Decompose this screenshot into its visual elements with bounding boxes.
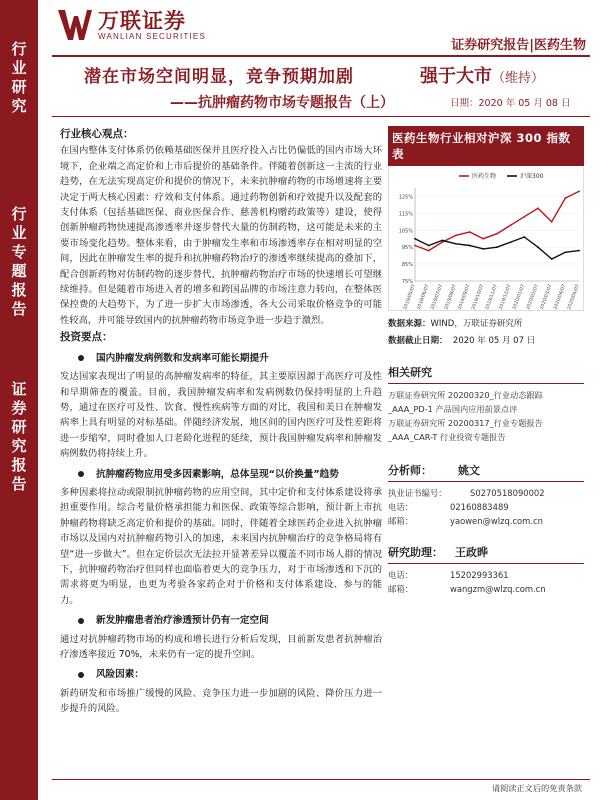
analyst-divider (388, 481, 584, 482)
investment-points-heading: 投资要点： (60, 331, 113, 344)
core-view-paragraph: 在国内整体支付体系仍依赖基础医保并且医疗投入占比仍偏低的国内市场大环境下，企业端之高定价和上市后提价的基础条件。伴随着创新这一主流的行业趋势，在无法实现高定价和提价的情况下，未来抗肿瘤药物的市场增速将主要决定于两大核心因素：疗效和支付体系。通过药物创新和疗效提升以及配套的支付体系（包括基础医保、商业医保合作、慈善机构赠药政策等）建设，使得创新肿瘤药物快速提高渗透率并逐步替代大量的仿制药物，这可能是未来的主要市场变化趋势。整体来看，由于肿瘤发生率和市场渗透率存在相对明显的空间，因此在肿瘤发生率的提升和抗肿瘤药物治疗的渗透率继续提高的叠加下，配合创新药物对仿制药物的逐步替代，抗肿瘤药物治疗市场的快速增长可望继续维持。但是随着市场进入者的增多和跨国品牌的市场注意力转向，在整体医保控费的大趋势下，为了进一步扩大市场渗透，各大公司采取价格竞争的可能性较高，并可能导致国内的抗肿瘤药物市场竞争进一步趋于激烈。 (60, 145, 382, 326)
data-point (414, 238, 416, 240)
logo-w-icon (58, 10, 92, 40)
data-source: 数据来源：WIND，万联证券研究所 (388, 319, 523, 329)
logo-chinese-name: 万联证券 (98, 8, 186, 33)
data-point (455, 243, 457, 245)
company-logo (58, 8, 206, 42)
legend-label: 医药生物 (472, 173, 497, 180)
analyst-name: 姚文 (458, 464, 480, 477)
disclaimer-note: 请阅读正文后的免责条款 (491, 783, 582, 793)
data-point (414, 245, 416, 247)
data-point (469, 231, 471, 233)
data-point (482, 248, 484, 250)
right-column (388, 126, 584, 596)
analyst-block (388, 462, 584, 528)
side-label-securities-report: 证 券 研 究 报 告 (11, 380, 27, 493)
analyst-email: 邮箱： yaowen@wlzq.com.cn (388, 516, 543, 526)
bullet-paragraph: 新药研发和市场推广缓慢的风险、竞争压力进一步加剧的风险、降价压力进一步提升的风险。 (60, 687, 382, 715)
y-tick-label: 95% (401, 245, 413, 252)
bullet-heading: 国内肿瘤发病例数和发病率可能长期提升 (60, 351, 382, 366)
y-tick-label: 115% (398, 211, 413, 218)
x-tick-label: 2019/06/07 (416, 283, 431, 311)
assistant-phone: 电话： 15202993361 (388, 570, 509, 580)
rating-note: （维持） (492, 71, 545, 86)
rating (420, 62, 544, 88)
data-point (523, 236, 525, 238)
analyst-cert: 执业证书编号： S0270518090002 (388, 488, 545, 498)
data-point (564, 197, 566, 199)
chart-title: 医药生物行业相对沪深 300 指数表 (388, 126, 584, 166)
chart-svg (389, 166, 585, 311)
footer-divider (52, 779, 590, 780)
x-tick-label: 2019/12/07 (498, 283, 513, 311)
x-tick-label: 2020/05/07 (567, 283, 581, 311)
report-subtitle: ——抗肿瘤药物市场专题报告（上） (170, 95, 394, 111)
assistant-label: 研究助理： (388, 546, 443, 559)
bullet-paragraph: 多种因素将拉动或限制抗肿瘤药物的应用空间，其中定价和支付体系建设将承担重要作用。综合考量价格承担能力和医保、政策等综合影响，预计新上市抗肿瘤药物将缺乏高定价和提价的基础。同时，伴随着全球医药企业进入抗肿瘤市场以及国内对抗肿瘤药物引入的加速，未来国内抗肿瘤治疗的竞争格局将有望“进一步做大”。但在定价层次无法拉开显著差异以覆盖不同市场人群的情况下，抗肿瘤药物治疗但同样也面临着更大的竞争压力，对于市场渗透和下沉的需求将更为明显，也更为考验各家药企对于价格和支付体系建设、参与的能力。 (60, 486, 382, 606)
analyst-phone: 电话： 02160883489 (388, 502, 509, 512)
relative-performance-chart (388, 166, 584, 311)
related-item: _AAA_CAR-T 行业投资专题报告 (388, 432, 506, 442)
bullet-dot-icon (78, 672, 84, 678)
related-item: _AAA_PD-1 产品国内应用前景点评 (388, 404, 518, 414)
header-divider (52, 55, 590, 57)
y-tick-label: 125% (398, 194, 413, 201)
assistant-divider (388, 563, 584, 564)
core-view-heading: 行业核心观点： (60, 128, 134, 140)
x-tick-label: 2019/08/07 (444, 283, 458, 311)
title-divider (52, 116, 590, 117)
x-tick-label: 2020/04/07 (553, 283, 568, 311)
related-divider (388, 383, 584, 384)
data-point (482, 238, 484, 240)
report-title: 潜在市场空间明显，竞争预期加剧 (84, 67, 354, 87)
data-point (510, 224, 512, 226)
bullet-dot-icon (78, 618, 84, 624)
x-tick-label: 2019/09/07 (457, 283, 472, 311)
side-label-industry-research: 行 业 研 究 (11, 40, 27, 115)
x-tick-label: 2019/07/07 (430, 283, 445, 311)
data-point (578, 250, 580, 252)
data-point (469, 245, 471, 247)
rating-value: 强于大市 (420, 66, 492, 87)
data-point (523, 216, 525, 218)
y-tick-label: 105% (398, 228, 413, 235)
document-type: 证券研究报告|医药生物 (451, 38, 586, 53)
side-bar (0, 0, 38, 800)
data-cutoff: 数据截止日期： 2020 年 05 月 07 日 (388, 336, 536, 346)
data-point (496, 233, 498, 235)
y-tick-label: 85% (401, 262, 413, 269)
side-label-special-report: 行 业 专 题 报 告 (11, 205, 27, 318)
bullet-heading: 抗肿瘤药物应用受多因素影响，总体呈现“以价换量”趋势 (60, 467, 382, 482)
analyst-label: 分析师： (388, 464, 432, 477)
assistant-email: 邮箱： wangzm@wlzq.com.cn (388, 584, 546, 594)
related-research-heading: 相关研究 (388, 366, 432, 379)
report-date: 日期：2020 年 05 月 08 日 (450, 98, 571, 109)
x-tick-label: 2020/03/07 (539, 283, 554, 311)
bullet-heading: 风险因素： (60, 667, 382, 682)
bullet-paragraph: 通过对抗肿瘤药物市场的构成和增长进行分析后发现，目前新发患者抗肿瘤治疗渗透率接近 70%，未来仍有一定的提升空间。 (60, 633, 382, 660)
data-point (537, 246, 539, 248)
bullet-heading: 新发肿瘤患者治疗渗透预计仍有一定空间 (60, 613, 382, 628)
y-tick-label: 75% (401, 279, 413, 285)
data-point (510, 241, 512, 243)
data-point (551, 221, 553, 223)
related-item: 万联证券研究所 20200317_行业专题报告 (388, 418, 543, 428)
data-point (455, 234, 457, 236)
x-tick-label: 2019/10/07 (471, 283, 486, 311)
bullet-dot-icon (78, 355, 84, 361)
bullet-dot-icon (78, 471, 84, 477)
data-point (537, 207, 539, 209)
legend-label: 沪深300 (520, 173, 544, 180)
logo-english-name: WANLIAN SECURITIES (98, 31, 206, 41)
assistant-block (388, 544, 584, 596)
data-point (496, 246, 498, 248)
assistant-name: 王政晔 (455, 546, 488, 559)
main-content (60, 127, 382, 717)
data-point (578, 190, 580, 192)
x-tick-label: 2020/02/07 (526, 283, 540, 311)
data-point (441, 241, 443, 243)
data-point (441, 240, 443, 242)
data-point (428, 245, 430, 247)
data-point (551, 258, 553, 260)
data-point (564, 251, 566, 253)
x-tick-label: 2020/01/07 (512, 283, 527, 311)
related-item: 万联证券研究所 20200320_行业动态跟踪 (388, 390, 543, 400)
x-tick-label: 2019/11/07 (485, 283, 499, 311)
x-tick-label: 2019/05/07 (403, 283, 417, 311)
bullet-paragraph: 发达国家表现出了明显的高肿瘤发病率的特征，其主要原因源于高医疗可及性和早期筛查的覆盖。目前，我国肿瘤发病率和发病例数仍保持明显的上升趋势，通过在医疗可及性、饮食、慢性疾病等方面的对比，我国和美日在肿瘤发病率上具有明显的对标基础。伴随经济发展，地区间的国内医疗可及性差距将进一步缩窄，同时叠加人口老龄化进程的延续，预计我国肿瘤发病率和肿瘤发病例数仍将持续上升。 (60, 371, 382, 460)
data-point (428, 250, 430, 252)
